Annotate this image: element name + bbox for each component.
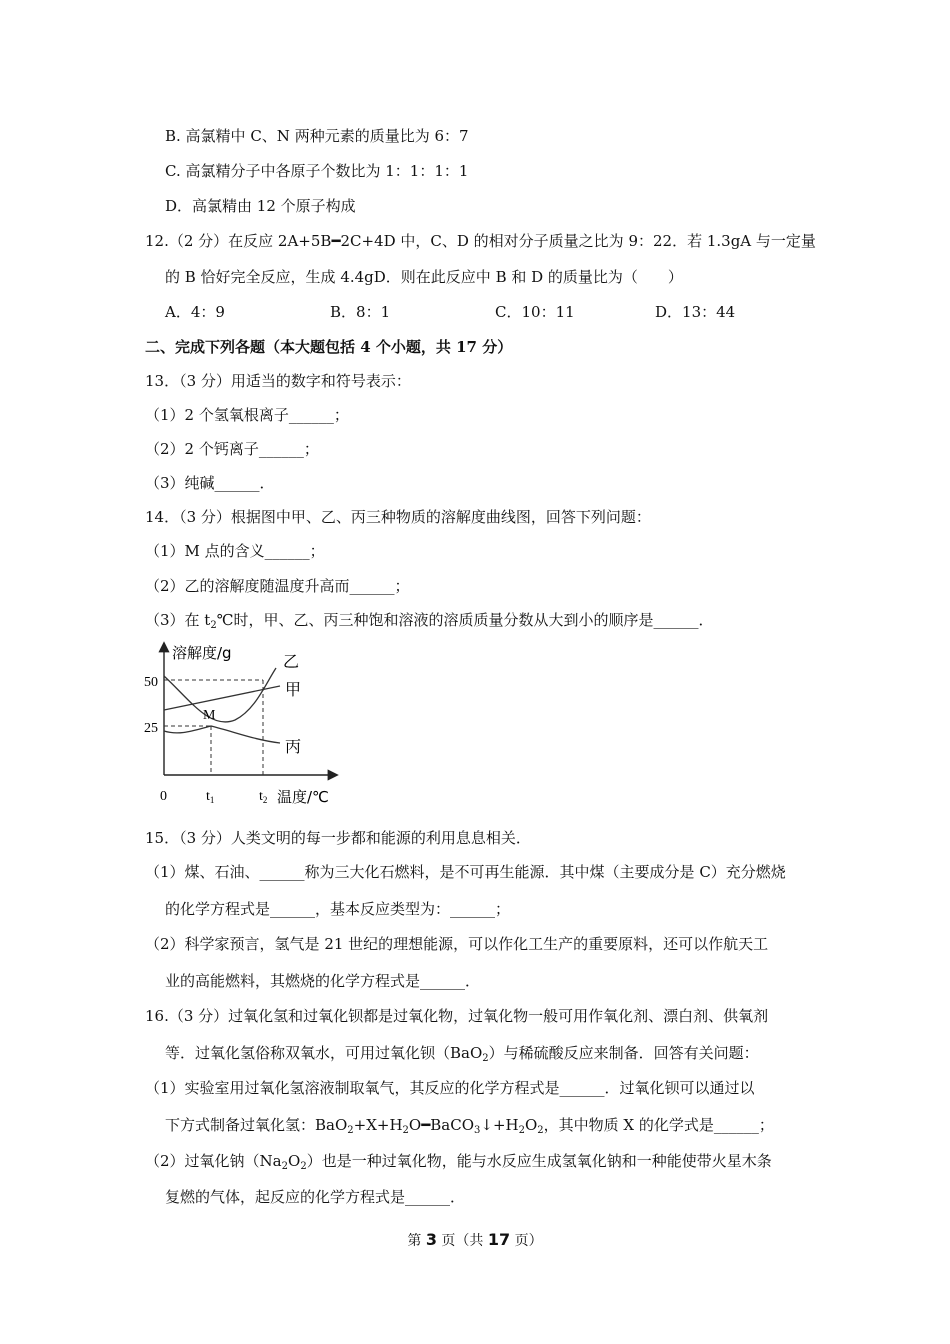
q12-stem-line1: 12.（2 分）在反应 2A+5B━2C+4D 中，C、D 的相对分子质量之比为 9：22．若 1.3gA 与一定量	[145, 232, 816, 250]
solubility-curve-graph	[140, 640, 350, 810]
origin-label: 0	[160, 789, 167, 804]
q15-sub2-line1: （2）科学家预言，氢气是 21 世纪的理想能源，可以作化工生产的重要原料，还可以作航天工	[145, 935, 769, 953]
q13-stem: 13．（3 分）用适当的数字和符号表示：	[145, 372, 411, 390]
label-bing: 丙	[285, 737, 302, 756]
x-tick-t2: $t_2$	[259, 789, 268, 805]
q12-stem-line2: 的 B 恰好完全反应，生成 4.4gD．则在此反应中 B 和 D 的质量比为（ ）	[165, 268, 683, 286]
q14-sub2: （2）乙的溶解度随温度升高而______；	[145, 577, 410, 595]
page-total: 17	[487, 1230, 511, 1249]
q16-stem-line1: 16.（3 分）过氧化氢和过氧化钡都是过氧化物，过氧化物一般可用作氧化剂、漂白剂、供氧剂	[145, 1007, 769, 1025]
q12-option-c: C．10：11	[495, 303, 575, 321]
q12-option-d: D．13：44	[655, 303, 736, 321]
curve-bing	[164, 726, 280, 743]
page-number: 3	[425, 1230, 437, 1249]
q15-sub1-line2: 的化学方程式是______，基本反应类型为：______；	[165, 900, 511, 918]
curve-yi	[164, 668, 276, 722]
q16-sub1-line1: （1）实验室用过氧化氢溶液制取氧气，其反应的化学方程式是______．过氧化钡可以通过以	[145, 1079, 755, 1097]
y-tick-50: 50	[144, 675, 158, 690]
q14-sub1: （1）M 点的含义______；	[145, 542, 325, 560]
q16-sub2-line2: 复燃的气体，起反应的化学方程式是______．	[165, 1188, 466, 1206]
q12-option-b: B．8：1	[330, 303, 391, 321]
q13-sub3: （3）纯碱______．	[145, 474, 275, 492]
point-m-label: M	[203, 708, 216, 723]
q11-option-b: B. 高氯精中 C、N 两种元素的质量比为 6：7	[165, 127, 469, 145]
q16-stem-line2: 等．过氧化氢俗称双氧水，可用过氧化钡（BaO$_2$）与稀硫酸反应来制备．回答有关问题：	[165, 1044, 759, 1064]
x-axis-label: 温度/℃	[277, 788, 329, 806]
q11-option-d: D．高氯精由 12 个原子构成	[165, 197, 356, 215]
q16-sub2-line1: （2）过氧化钠$(Na_2O_2)$也是一种过氧化物，能与水反应生成氢氧化钠和一种能使带火星木条	[145, 1152, 772, 1172]
q12-option-a: A．4：9	[165, 303, 225, 321]
q15-sub1-line1: （1）煤、石油、______称为三大化石燃料，是不可再生能源．其中煤（主要成分是 C）充分燃烧	[145, 863, 786, 881]
q15-sub2-line2: 业的高能燃料，其燃烧的化学方程式是______．	[165, 972, 481, 990]
section-2-heading: 二、完成下列各题（本大题包括 4 个小题，共 17 分）	[145, 338, 513, 356]
q16-sub1-line2: 下方式制备过氧化氢：$BaO_2+X+H_2O━BaCO_3↓+H_2O_2$，其中物质 X 的化学式是______；	[165, 1116, 774, 1136]
label-jia: 甲	[285, 680, 302, 699]
q11-option-c: C. 高氯精分子中各原子个数比为 1：1：1：1	[165, 162, 469, 180]
x-tick-t1: $t_1$	[206, 789, 215, 805]
y-tick-25: 25	[144, 721, 158, 736]
q14-sub3: （3）在 $t_2℃$时，甲、乙、丙三种饱和溶液的溶质质量分数从大到小的顺序是______．	[145, 611, 714, 631]
label-yi: 乙	[283, 652, 300, 671]
q13-sub1: （1）2 个氢氧根离子______；	[145, 406, 349, 424]
q14-stem: 14．（3 分）根据图中甲、乙、丙三种物质的溶解度曲线图，回答下列问题：	[145, 508, 651, 526]
y-axis-label: 溶解度/g	[172, 644, 232, 662]
page-footer: 第 3 页（共 17 页）	[407, 1230, 543, 1249]
q15-stem: 15．（3 分）人类文明的每一步都和能源的利用息息相关．	[145, 829, 531, 847]
q13-sub2: （2）2 个钙离子______；	[145, 440, 319, 458]
